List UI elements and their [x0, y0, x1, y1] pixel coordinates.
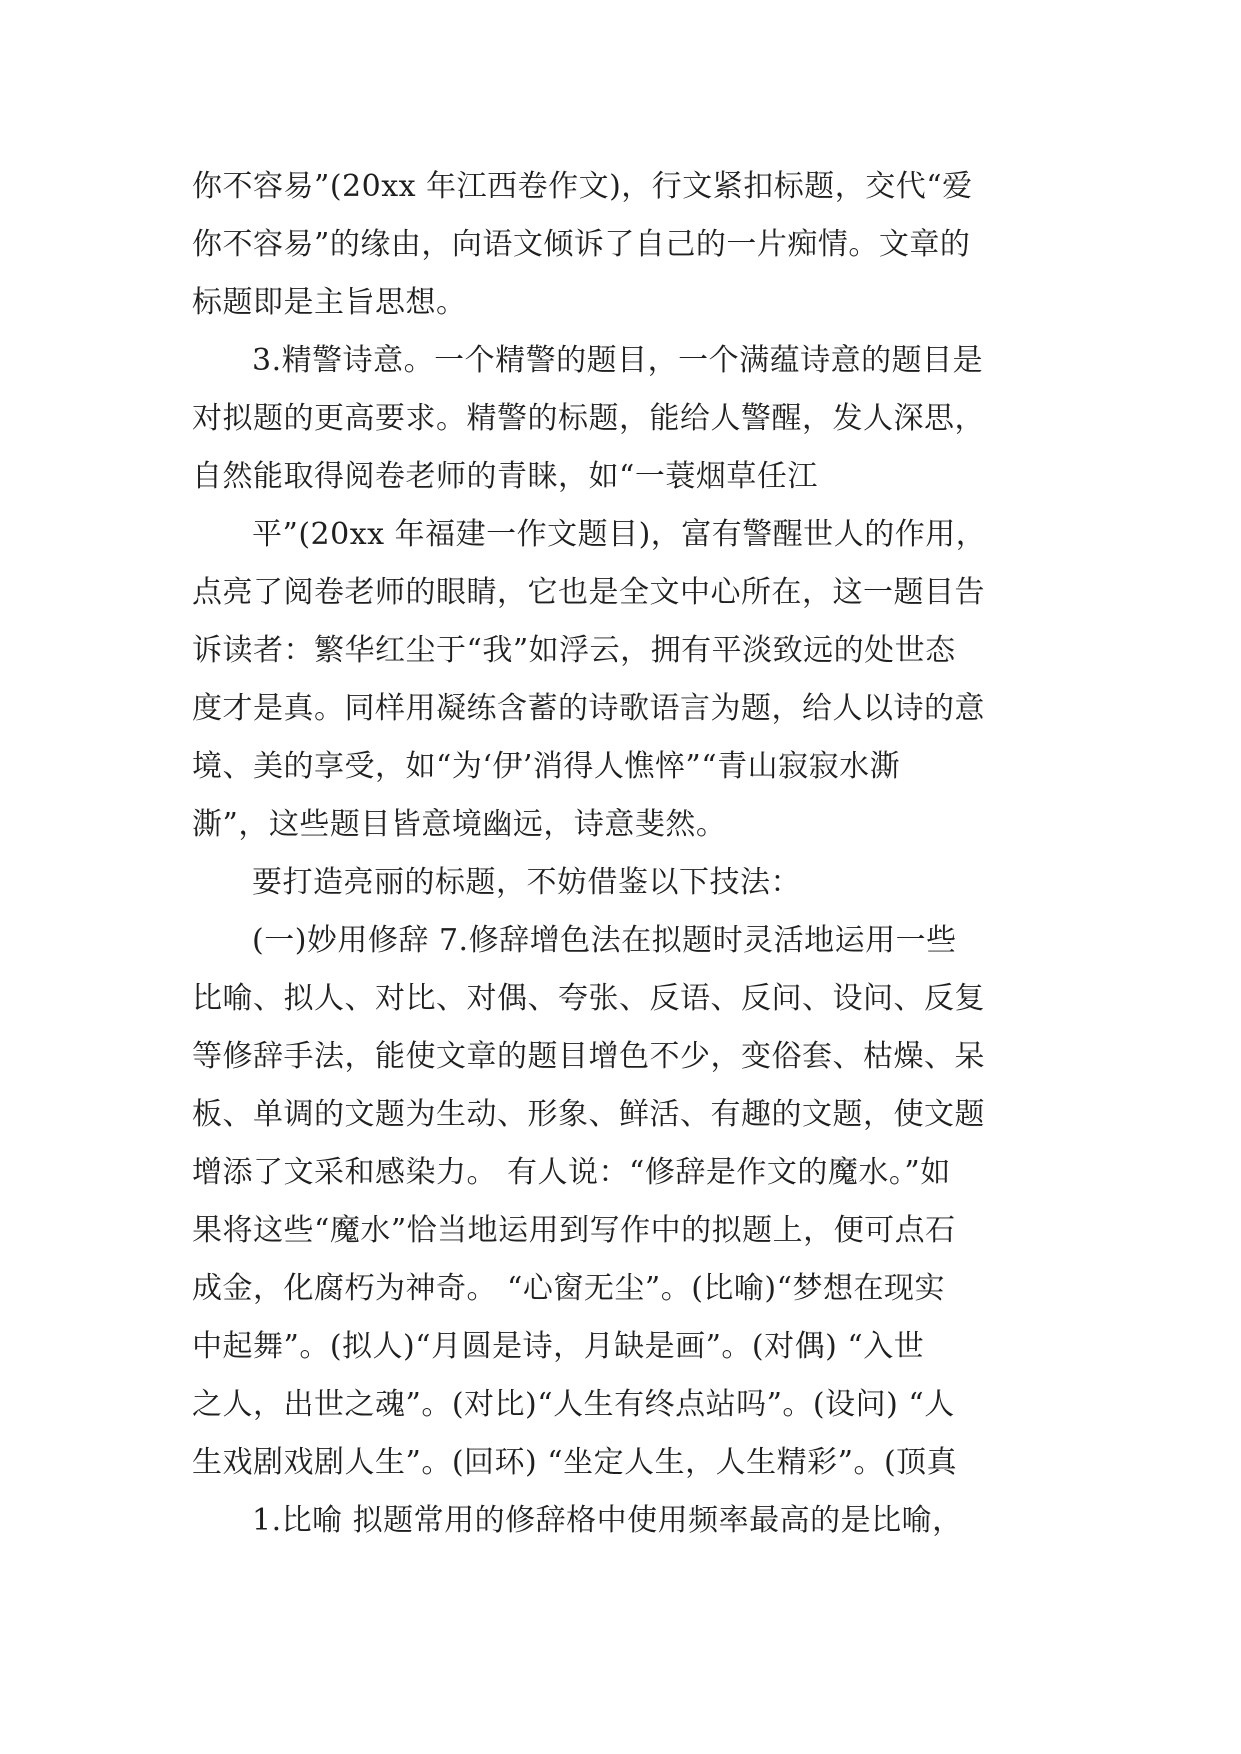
- paragraph: [192, 158, 1050, 332]
- paragraph: [192, 1492, 1050, 1550]
- text-line: 生戏剧戏剧人生”。(回环) “坐定人生，人生精彩”。(顶真: [192, 1445, 958, 1480]
- text-line: 果将这些“魔水”恰当地运用到写作中的拟题上，便可点石: [192, 1213, 956, 1248]
- text-line: 对拟题的更高要求。精警的标题，能给人警醒，发人深思，: [192, 401, 985, 436]
- text-line: 你不容易”的缘由，向语文倾诉了自己的一片痴情。文章的: [192, 227, 971, 262]
- text-line: 澌”，这些题目皆意境幽远，诗意斐然。: [192, 807, 727, 842]
- text-line: 诉读者：繁华红尘于“我”如浮云，拥有平淡致远的处世态: [192, 633, 956, 668]
- text-line: 之人，出世之魂”。(对比)“人生有终点站吗”。(设问) “人: [192, 1387, 955, 1422]
- text-line: 境、美的享受，如“为‘伊’消得人憔悴”“青山寂寂水澌: [192, 749, 901, 784]
- text-line: 成金，化腐朽为神奇。 “心窗无尘”。(比喻)“梦想在现实: [192, 1271, 945, 1306]
- text-line: 1.比喻 拟题常用的修辞格中使用频率最高的是比喻，: [252, 1503, 963, 1538]
- text-line: 平”(20xx 年福建一作文题目)，富有警醒世人的作用，: [252, 517, 987, 552]
- paragraph: [192, 912, 1050, 1492]
- text-line: 要打造亮丽的标题，不妨借鉴以下技法：: [252, 865, 801, 900]
- text-line: 你不容易”(20xx 年江西卷作文)，行文紧扣标题，交代“爱: [192, 169, 973, 204]
- text-line: 标题即是主旨思想。: [192, 285, 467, 320]
- text-line: 板、单调的文题为生动、形象、鲜活、有趣的文题，使文题: [192, 1097, 985, 1132]
- text-line: 自然能取得阅卷老师的青睐，如“一蓑烟草任江: [192, 459, 818, 494]
- text-line: 比喻、拟人、对比、对偶、夸张、反语、反问、设问、反复: [192, 981, 985, 1016]
- paragraph: [192, 854, 1050, 912]
- text-line: 3.精警诗意。一个精警的题目，一个满蕴诗意的题目是: [252, 343, 984, 378]
- text-line: 度才是真。同样用凝练含蓄的诗歌语言为题，给人以诗的意: [192, 691, 985, 726]
- text-line: 点亮了阅卷老师的眼睛，它也是全文中心所在，这一题目告: [192, 575, 985, 610]
- paragraph: [192, 332, 1050, 506]
- text-line: 中起舞”。(拟人)“月圆是诗，月缺是画”。(对偶) “入世: [192, 1329, 925, 1364]
- paragraph: [192, 506, 1050, 854]
- text-line: 增添了文采和感染力。 有人说：“修辞是作文的魔水。”如: [192, 1155, 951, 1190]
- text-line: (一)妙用修辞 7.修辞增色法在拟题时灵活地运用一些: [252, 923, 957, 958]
- document-body: [192, 158, 1050, 1550]
- text-line: 等修辞手法，能使文章的题目增色不少，变俗套、枯燥、呆: [192, 1039, 985, 1074]
